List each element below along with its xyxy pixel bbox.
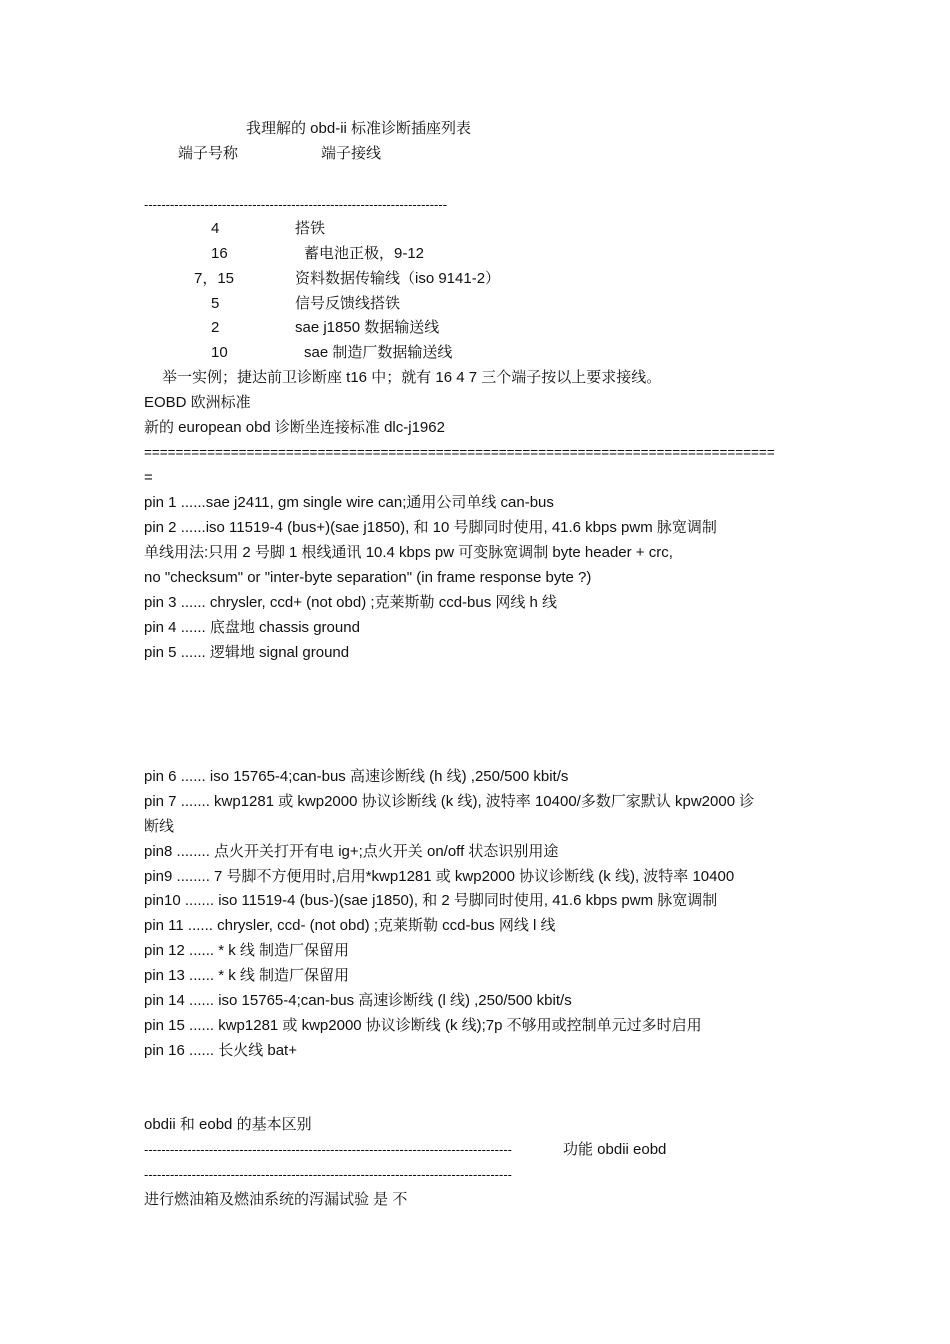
table-pin: 7，15 xyxy=(194,270,235,287)
pin-line: pin 1 ......sae j2411, gm single wire can;通用公司单线 can-bus xyxy=(144,494,554,511)
eobd-title: EOBD 欧洲标准 xyxy=(144,394,251,411)
table-pin: 16 xyxy=(211,245,228,262)
pin-line: pin 12 ...... * k 线 制造厂保留用 xyxy=(144,942,350,959)
table-desc: 资料数据传输线（iso 9141-2） xyxy=(295,270,501,287)
pin-line: pin 14 ...... iso 15765-4;can-bus 高速诊断线 (l 线) ,250/500 kbit/s xyxy=(144,992,572,1009)
header-wire: 端子接线 xyxy=(321,145,382,162)
table-desc: sae 制造厂数据输送线 xyxy=(304,344,453,361)
example-text: 举一实例；捷达前卫诊断座 t16 中；就有 16 4 7 三个端子按以上要求接线。 xyxy=(162,369,662,386)
pin-line: 单线用法:只用 2 号脚 1 根线通讯 10.4 kbps pw 可变脉宽调制 byte header + crc, xyxy=(144,544,673,561)
pin-line: pin 5 ...... 逻辑地 signal ground xyxy=(144,644,350,661)
diff-header-text: 功能 obdii eobd xyxy=(563,1141,667,1158)
pin-line: pin8 ........ 点火开关打开有电 ig+;点火开关 on/off 状态识别用途 xyxy=(144,843,559,860)
diff-separator: ------------------------------------------------------------------------------------- xyxy=(144,1167,512,1182)
table-pin: 2 xyxy=(211,319,220,336)
diff-row: 进行燃油箱及燃油系统的泻漏试验 是 不 xyxy=(144,1191,408,1208)
pin-line: pin 2 ......iso 11519-4 (bus+)(sae j1850), 和 10 号脚同时使用, 41.6 kbps pwm 脉宽调制 xyxy=(144,519,717,536)
eobd-line: 新的 european obd 诊断坐连接标准 dlc-j1962 xyxy=(144,419,445,436)
pin-line: pin 7 ....... kwp1281 或 kwp2000 协议诊断线 (k 线), 波特率 10400/多数厂家默认 kpw2000 诊 xyxy=(144,793,755,810)
pin-line: pin 16 ...... 长火线 bat+ xyxy=(144,1042,297,1059)
pin-line: pin 4 ...... 底盘地 chassis ground xyxy=(144,619,360,636)
table-desc: sae j1850 数据输送线 xyxy=(295,319,440,336)
pin-line: pin 15 ...... kwp1281 或 kwp2000 协议诊断线 (k 线);7p 不够用或控制单元过多时启用 xyxy=(144,1017,702,1034)
pin-line: no "checksum" or "inter-byte separation" (in frame response byte ?) xyxy=(144,569,592,586)
table-desc: 蓄电池正极，9-12 xyxy=(304,245,425,262)
doc-title: 我理解的 obd-ii 标准诊断插座列表 xyxy=(246,120,472,137)
table-pin: 10 xyxy=(211,344,228,361)
separator-short: ---------------------------------------------------------------------- xyxy=(144,197,448,212)
pin-line: 断线 xyxy=(144,818,175,835)
pin-line: pin10 ....... iso 11519-4 (bus-)(sae j1850), 和 2 号脚同时使用, 41.6 kbps pwm 脉宽调制 xyxy=(144,892,718,909)
pin-line: pin 6 ...... iso 15765-4;can-bus 高速诊断线 (h 线) ,250/500 kbit/s xyxy=(144,768,569,785)
diff-title: obdii 和 eobd 的基本区别 xyxy=(144,1116,312,1133)
pin-line: pin 11 ...... chrysler, ccd- (not obd) ;克莱斯勒 ccd-bus 网线 l 线 xyxy=(144,917,556,934)
pin-line: pin 13 ...... * k 线 制造厂保留用 xyxy=(144,967,350,984)
header-pin: 端子号称 xyxy=(178,145,239,162)
separator-long: ================================================================================ xyxy=(144,445,775,460)
pin-line: pin 3 ...... chrysler, ccd+ (not obd) ;克莱斯勒 ccd-bus 网线 h 线 xyxy=(144,594,558,611)
table-desc: 信号反馈线搭铁 xyxy=(295,295,401,312)
table-pin: 4 xyxy=(211,220,220,237)
table-pin: 5 xyxy=(211,295,220,312)
table-desc: 搭铁 xyxy=(295,220,326,237)
diff-header-dashes: ------------------------------------------------------------------------------------- xyxy=(144,1142,512,1157)
pin-line: pin9 ........ 7 号脚不方便用时,启用*kwp1281 或 kwp2000 协议诊断线 (k 线), 波特率 10400 xyxy=(144,868,735,885)
separator-long-tail: = xyxy=(144,469,153,486)
